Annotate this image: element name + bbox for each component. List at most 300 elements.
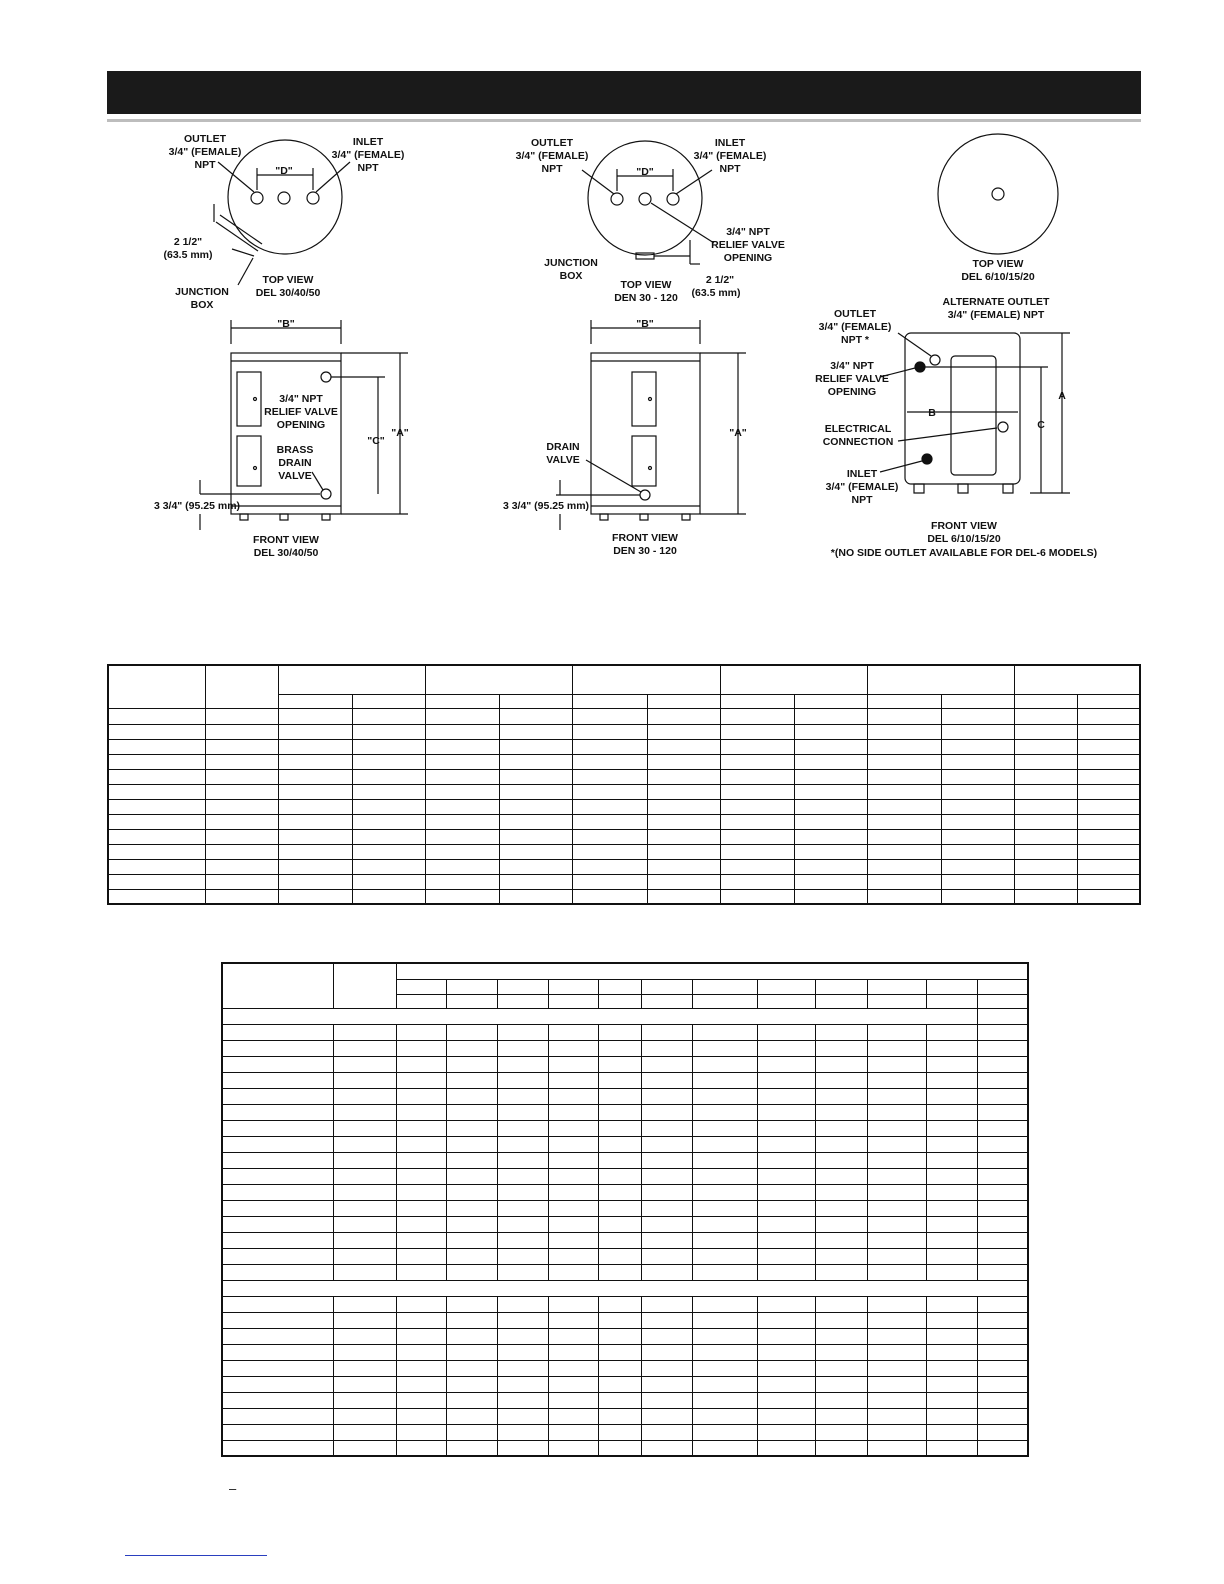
table-cell (352, 724, 425, 739)
table-cell (1015, 769, 1078, 784)
table-cell (222, 1360, 333, 1376)
table-cell (1015, 665, 1140, 694)
table-cell (794, 814, 867, 829)
table-cell (641, 1168, 692, 1184)
table-cell (598, 994, 641, 1008)
table-cell (446, 1248, 497, 1264)
table-row (222, 1440, 1028, 1456)
table-cell (278, 814, 352, 829)
table-cell (641, 1424, 692, 1440)
table-cell (815, 1216, 867, 1232)
table-cell (352, 739, 425, 754)
table-cell (720, 799, 794, 814)
table-cell (598, 979, 641, 994)
table-cell (926, 1376, 977, 1392)
table-row (222, 1328, 1028, 1344)
table-cell (548, 1152, 598, 1168)
electrical-connection-label: ELECTRICAL CONNECTION (822, 423, 894, 448)
table-cell (573, 799, 647, 814)
table-cell (926, 1088, 977, 1104)
table-cell (333, 1296, 396, 1312)
table-cell (867, 1424, 926, 1440)
table-cell (867, 1040, 926, 1056)
table-cell (222, 1200, 333, 1216)
table-cell (977, 1408, 1028, 1424)
table-cell (333, 1120, 396, 1136)
table-cell (867, 1392, 926, 1408)
outlet-port (930, 355, 940, 365)
table-cell (500, 708, 573, 724)
table-cell (446, 1296, 497, 1312)
table-cell (222, 1328, 333, 1344)
table-cell (757, 1232, 815, 1248)
table-cell (278, 844, 352, 859)
table-cell (548, 1344, 598, 1360)
table-cell (205, 724, 278, 739)
table-cell (867, 1072, 926, 1088)
table-cell (641, 1312, 692, 1328)
table-cell (641, 1120, 692, 1136)
table-cell (497, 979, 548, 994)
table-cell (548, 1408, 598, 1424)
table-cell (205, 769, 278, 784)
table-cell (926, 1296, 977, 1312)
table-cell (867, 1408, 926, 1424)
table-cell (333, 1312, 396, 1328)
table-cell (333, 1328, 396, 1344)
top-view-label: TOP VIEW DEL 6/10/15/20 (961, 258, 1035, 283)
table-cell (977, 1440, 1028, 1456)
table-cell (692, 1328, 757, 1344)
table-cell (205, 784, 278, 799)
table-cell (867, 739, 941, 754)
table-row (222, 1376, 1028, 1392)
table-cell (757, 1408, 815, 1424)
table-cell (396, 1360, 446, 1376)
table-cell (1078, 889, 1140, 904)
a-dimension-label: "A" (391, 427, 409, 439)
table-cell (926, 1152, 977, 1168)
table-cell (641, 1408, 692, 1424)
table-cell (573, 724, 647, 739)
table-cell (222, 1392, 333, 1408)
table-cell (278, 889, 352, 904)
table-cell (1078, 784, 1140, 799)
table-cell (205, 889, 278, 904)
table-cell (108, 889, 205, 904)
table-cell (641, 1216, 692, 1232)
table-cell (815, 1184, 867, 1200)
table-cell (867, 799, 941, 814)
table-cell (867, 665, 1014, 694)
table-cell (426, 739, 500, 754)
table-cell (500, 829, 573, 844)
table-cell (333, 1200, 396, 1216)
table-cell (573, 814, 647, 829)
table-cell (598, 1232, 641, 1248)
table-cell (497, 1264, 548, 1280)
table-cell (757, 1040, 815, 1056)
table-cell (942, 739, 1015, 754)
table-row (108, 829, 1140, 844)
inlet-label: INLET 3/4" (FEMALE) NPT (331, 136, 405, 174)
table-cell (692, 1056, 757, 1072)
outlet-port (251, 192, 263, 204)
table-cell (720, 844, 794, 859)
table-cell (333, 1040, 396, 1056)
diagram-del-6-10-15-20 (815, 134, 1097, 559)
table-cell (867, 1184, 926, 1200)
table-cell (1078, 708, 1140, 724)
table-cell (446, 1216, 497, 1232)
table-cell (867, 994, 926, 1008)
table-cell (815, 1392, 867, 1408)
table-cell (548, 1296, 598, 1312)
table-row (222, 1024, 1028, 1040)
table-cell (757, 1328, 815, 1344)
table-cell (926, 1408, 977, 1424)
table-cell (1015, 859, 1078, 874)
table-cell (548, 1088, 598, 1104)
table-cell (446, 1376, 497, 1392)
table-cell (757, 1376, 815, 1392)
table-cell (720, 769, 794, 784)
table-cell (598, 1408, 641, 1424)
table-cell (641, 1392, 692, 1408)
table-cell (926, 1136, 977, 1152)
table-cell (278, 724, 352, 739)
table-cell (757, 1168, 815, 1184)
table-cell (598, 1024, 641, 1040)
table-cell (1078, 874, 1140, 889)
table-cell (446, 1184, 497, 1200)
diagram-del-30-40-50 (154, 133, 409, 559)
table-cell (926, 994, 977, 1008)
table-cell (222, 1104, 333, 1120)
table-cell (692, 1360, 757, 1376)
table-cell (647, 769, 720, 784)
table-cell (1078, 844, 1140, 859)
table-cell (647, 784, 720, 799)
table-cell (977, 1072, 1028, 1088)
table-cell (396, 1184, 446, 1200)
b-dimension-label: B (928, 407, 936, 419)
table-cell (548, 1216, 598, 1232)
table-cell (867, 1344, 926, 1360)
table-cell (548, 1376, 598, 1392)
table-cell (446, 1424, 497, 1440)
table-cell (497, 1056, 548, 1072)
table-cell (926, 1184, 977, 1200)
table-cell (352, 799, 425, 814)
table-cell (926, 1040, 977, 1056)
table-cell (396, 1040, 446, 1056)
table-cell (926, 1232, 977, 1248)
table-cell (867, 754, 941, 769)
table-cell (815, 1200, 867, 1216)
table-cell (692, 1248, 757, 1264)
table-cell (497, 1392, 548, 1408)
table-cell (977, 1168, 1028, 1184)
table-cell (641, 1072, 692, 1088)
table-row (222, 1232, 1028, 1248)
table-cell (794, 844, 867, 859)
table-cell (867, 724, 941, 739)
table-cell (396, 1424, 446, 1440)
table-cell (647, 889, 720, 904)
table-row (222, 1248, 1028, 1264)
table-cell (222, 1440, 333, 1456)
table-cell (396, 1120, 446, 1136)
table-cell (333, 1232, 396, 1248)
table-cell (598, 1360, 641, 1376)
table-cell (222, 1264, 333, 1280)
table-cell (396, 1312, 446, 1328)
table-cell (426, 694, 500, 708)
table-row (108, 724, 1140, 739)
table-cell (647, 844, 720, 859)
table-cell (222, 1024, 333, 1040)
table-cell (333, 1376, 396, 1392)
table-cell (757, 1312, 815, 1328)
table-cell (446, 1408, 497, 1424)
table-cell (647, 694, 720, 708)
table-cell (222, 1232, 333, 1248)
table-cell (815, 1408, 867, 1424)
table-row (222, 1312, 1028, 1328)
table-cell (497, 1408, 548, 1424)
table-cell (641, 1248, 692, 1264)
table-cell (942, 814, 1015, 829)
table-row (108, 844, 1140, 859)
table-cell (598, 1376, 641, 1392)
table-cell (598, 1440, 641, 1456)
table-cell (500, 799, 573, 814)
table-cell (867, 1024, 926, 1040)
table-cell (692, 1152, 757, 1168)
table-cell (977, 979, 1028, 994)
table-cell (548, 1072, 598, 1088)
table-cell (867, 1104, 926, 1120)
table-cell (598, 1264, 641, 1280)
table-cell (333, 1408, 396, 1424)
table-cell (222, 1344, 333, 1360)
outlet-label: OUTLET 3/4" (FEMALE) NPT * (818, 308, 892, 346)
table-cell (757, 1088, 815, 1104)
outlet-label: OUTLET 3/4" (FEMALE) NPT (515, 137, 589, 175)
table-cell (926, 1392, 977, 1408)
table-cell (598, 1072, 641, 1088)
table-cell (647, 829, 720, 844)
table-cell (497, 1296, 548, 1312)
table-cell (720, 814, 794, 829)
table-cell (500, 769, 573, 784)
table-cell (222, 1248, 333, 1264)
table-cell (815, 1296, 867, 1312)
table-cell (497, 1152, 548, 1168)
table-cell (426, 784, 500, 799)
table-cell (333, 1216, 396, 1232)
table-cell (500, 739, 573, 754)
table-cell (446, 1312, 497, 1328)
relief-valve-label: 3/4" NPT RELIEF VALVE OPENING (815, 360, 889, 398)
table-cell (867, 784, 941, 799)
table-cell (926, 1120, 977, 1136)
table-row (222, 963, 1028, 979)
table-cell (815, 1344, 867, 1360)
table-cell (396, 1232, 446, 1248)
table-cell (396, 1088, 446, 1104)
table-cell (867, 1088, 926, 1104)
table-cell (757, 1024, 815, 1040)
table-cell (205, 739, 278, 754)
table-cell (573, 859, 647, 874)
table-cell (598, 1328, 641, 1344)
table-cell (1015, 799, 1078, 814)
table-row (222, 1088, 1028, 1104)
table-cell (942, 874, 1015, 889)
table-cell (396, 1136, 446, 1152)
inlet-port (667, 193, 679, 205)
table-row (222, 1168, 1028, 1184)
table-cell (647, 754, 720, 769)
table-cell (867, 889, 941, 904)
table-cell (815, 1056, 867, 1072)
table-cell (867, 1440, 926, 1456)
table-cell (692, 1120, 757, 1136)
table-cell (692, 1312, 757, 1328)
center-port (992, 188, 1004, 200)
table-cell (641, 1184, 692, 1200)
table-cell (352, 859, 425, 874)
table-row (222, 1392, 1028, 1408)
table-cell (598, 1152, 641, 1168)
table-cell (205, 829, 278, 844)
table-cell (222, 1120, 333, 1136)
junction-box-label: JUNCTION BOX (175, 286, 229, 311)
table-cell (942, 724, 1015, 739)
table-cell (426, 844, 500, 859)
table-cell (1078, 754, 1140, 769)
table-cell (647, 724, 720, 739)
outlet-label: OUTLET 3/4" (FEMALE) NPT (168, 133, 242, 171)
table-cell (222, 1408, 333, 1424)
table-cell (867, 694, 941, 708)
table-cell (278, 708, 352, 724)
table-cell (222, 1040, 333, 1056)
table-cell (396, 1376, 446, 1392)
table-cell (497, 1184, 548, 1200)
table-cell (497, 1376, 548, 1392)
table-cell (108, 665, 205, 708)
table-cell (641, 1152, 692, 1168)
table-cell (573, 784, 647, 799)
page-link-underline[interactable] (125, 1555, 267, 1556)
table-cell (641, 1344, 692, 1360)
table-cell (426, 889, 500, 904)
table-cell (222, 1136, 333, 1152)
table-cell (352, 814, 425, 829)
table-cell (757, 1104, 815, 1120)
table-cell (573, 889, 647, 904)
table-cell (108, 874, 205, 889)
table-cell (500, 724, 573, 739)
table-cell (977, 1232, 1028, 1248)
table-cell (867, 1248, 926, 1264)
table-cell (333, 1344, 396, 1360)
table-row (222, 1072, 1028, 1088)
table-cell (396, 1344, 446, 1360)
table-cell (815, 1088, 867, 1104)
table-cell (446, 1440, 497, 1456)
table-cell (1015, 724, 1078, 739)
table-cell (222, 963, 333, 1008)
table-cell (500, 754, 573, 769)
table-row (108, 799, 1140, 814)
top-view-circle (938, 134, 1058, 254)
table-cell (278, 769, 352, 784)
table-row (222, 1200, 1028, 1216)
table-cell (108, 754, 205, 769)
table-cell (641, 1040, 692, 1056)
table-cell (977, 1424, 1028, 1440)
table-cell (333, 1392, 396, 1408)
table-cell (396, 994, 446, 1008)
table-row (222, 1216, 1028, 1232)
table-cell (598, 1104, 641, 1120)
table-cell (396, 1216, 446, 1232)
table-cell (598, 1136, 641, 1152)
table-cell (692, 1440, 757, 1456)
table-cell (815, 1248, 867, 1264)
table-cell (692, 1408, 757, 1424)
table-cell (426, 708, 500, 724)
table-cell (598, 1392, 641, 1408)
table-cell (692, 1136, 757, 1152)
table-cell (446, 1152, 497, 1168)
table-cell (446, 1232, 497, 1248)
table-cell (692, 1168, 757, 1184)
table-cell (446, 1200, 497, 1216)
table-cell (500, 814, 573, 829)
recovery-table (221, 962, 1029, 1457)
footnote-dash: – (229, 1481, 237, 1496)
table-cell (867, 1168, 926, 1184)
table-cell (641, 1136, 692, 1152)
table-cell (926, 1200, 977, 1216)
table-cell (692, 994, 757, 1008)
table-cell (222, 1184, 333, 1200)
table-cell (641, 994, 692, 1008)
table-cell (926, 1344, 977, 1360)
table-cell (426, 874, 500, 889)
table-cell (1015, 784, 1078, 799)
table-cell (500, 784, 573, 799)
table-cell (352, 889, 425, 904)
table-cell (222, 1152, 333, 1168)
table-cell (396, 1104, 446, 1120)
table-row (222, 1008, 1028, 1024)
drain-valve-port (640, 490, 650, 500)
table-cell (573, 844, 647, 859)
table-row (222, 1040, 1028, 1056)
table-cell (647, 814, 720, 829)
table-cell (977, 1120, 1028, 1136)
table-cell (352, 694, 425, 708)
table-cell (598, 1296, 641, 1312)
table-cell (942, 799, 1015, 814)
table-cell (205, 665, 278, 708)
